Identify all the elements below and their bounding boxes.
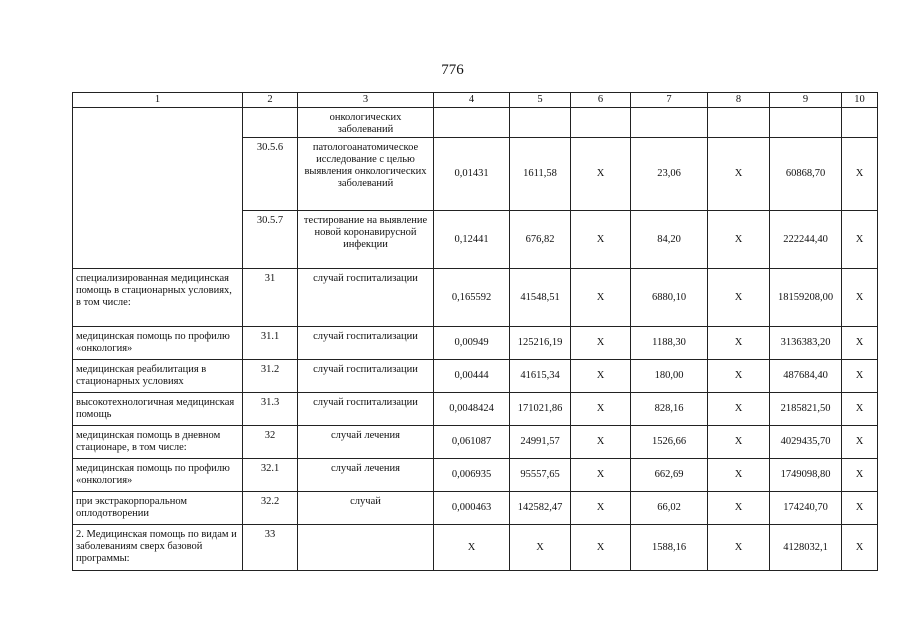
cell-col6: Х [571,459,631,492]
row-code: 32.1 [243,459,298,492]
cell-col6: Х [571,525,631,571]
column-number: 5 [510,93,571,108]
cell-col5 [510,108,571,138]
cell-col9: 60868,70 [770,138,842,211]
cell-col7: 662,69 [631,459,708,492]
row-name: специализированная медицинская помощь в стационарных условиях, в том числе: [73,269,243,327]
cell-col8 [708,108,770,138]
cell-col10 [842,108,878,138]
cell-col4: 0,061087 [434,426,510,459]
row-code: 31.3 [243,393,298,426]
row-name: медицинская помощь по профилю «онкология» [73,459,243,492]
cell-col4: 0,00949 [434,327,510,360]
table-row [73,108,878,138]
cell-col7: 1588,16 [631,525,708,571]
cell-col9: 222244,40 [770,211,842,269]
cell-col6: Х [571,327,631,360]
row-code: 32 [243,426,298,459]
cell-col10: Х [842,393,878,426]
table-row [73,459,878,492]
row-unit: случай госпитализации [298,360,434,393]
row-name: высокотехнологичная медицинская помощь [73,393,243,426]
cell-col6: Х [571,138,631,211]
cell-col6: Х [571,360,631,393]
cell-col7: 84,20 [631,211,708,269]
cell-col7: 23,06 [631,138,708,211]
page-number: 776 [441,62,464,78]
cell-col7: 828,16 [631,393,708,426]
cell-col9 [770,108,842,138]
table-row [73,525,878,571]
row-code: 32.2 [243,492,298,525]
cell-col8: Х [708,492,770,525]
row-unit: случай госпитализации [298,269,434,327]
column-number-row [73,93,878,108]
cell-col6: Х [571,426,631,459]
cell-col9: 174240,70 [770,492,842,525]
cell-col6: Х [571,269,631,327]
cell-col8: Х [708,360,770,393]
cell-col5: 142582,47 [510,492,571,525]
cell-col10: Х [842,525,878,571]
cell-col5: 95557,65 [510,459,571,492]
cell-col5: 125216,19 [510,327,571,360]
column-number: 8 [708,93,770,108]
cell-col8: Х [708,459,770,492]
cell-col7: 1188,30 [631,327,708,360]
column-number: 6 [571,93,631,108]
cell-col4: 0,000463 [434,492,510,525]
cell-col8: Х [708,525,770,571]
row-name: медицинская помощь в дневном стационаре, в том числе: [73,426,243,459]
row-code [243,108,298,138]
row-code: 30.5.7 [243,211,298,269]
cell-col5: 171021,86 [510,393,571,426]
row-code: 30.5.6 [243,138,298,211]
cell-col7: 180,00 [631,360,708,393]
cell-col9: 487684,40 [770,360,842,393]
cell-col10: Х [842,360,878,393]
cell-col8: Х [708,211,770,269]
row-name: 2. Медицинская помощь по видам и заболеваниям сверх базовой программы: [73,525,243,571]
cell-col4 [434,108,510,138]
cell-col4: 0,12441 [434,211,510,269]
row-name [73,108,243,269]
cell-col5: 24991,57 [510,426,571,459]
cell-col7: 66,02 [631,492,708,525]
cell-col9: 4128032,1 [770,525,842,571]
cell-col5: 41615,34 [510,360,571,393]
row-unit: патологоанатомическое исследование с целью выявления онкологических заболеваний [298,138,434,211]
cell-col5: 1611,58 [510,138,571,211]
cell-col9: 4029435,70 [770,426,842,459]
row-unit: случай [298,492,434,525]
cell-col5: 41548,51 [510,269,571,327]
table-row [73,360,878,393]
table-row [73,269,878,327]
cell-col7 [631,108,708,138]
cell-col8: Х [708,426,770,459]
cell-col8: Х [708,269,770,327]
column-number: 10 [842,93,878,108]
cell-col10: Х [842,211,878,269]
cell-col9: 2185821,50 [770,393,842,426]
cell-col5: Х [510,525,571,571]
cell-col10: Х [842,138,878,211]
cell-col10: Х [842,269,878,327]
cell-col4: 0,006935 [434,459,510,492]
column-number: 4 [434,93,510,108]
cell-col10: Х [842,426,878,459]
table-row [73,393,878,426]
row-unit: тестирование на выявление новой коронавирусной инфекции [298,211,434,269]
column-number: 7 [631,93,708,108]
cell-col7: 1526,66 [631,426,708,459]
cell-col4: Х [434,525,510,571]
column-number: 9 [770,93,842,108]
cell-col4: 0,00444 [434,360,510,393]
row-unit: случай лечения [298,426,434,459]
cell-col9: 1749098,80 [770,459,842,492]
cell-col9: 18159208,00 [770,269,842,327]
cell-col8: Х [708,138,770,211]
row-code: 31.1 [243,327,298,360]
cell-col10: Х [842,327,878,360]
cell-col7: 6880,10 [631,269,708,327]
row-unit: случай лечения [298,459,434,492]
cell-col6 [571,108,631,138]
row-unit: случай госпитализации [298,327,434,360]
table-row [73,426,878,459]
cell-col8: Х [708,327,770,360]
row-unit [298,525,434,571]
cell-col10: Х [842,459,878,492]
row-code: 31.2 [243,360,298,393]
cell-col4: 0,0048424 [434,393,510,426]
cell-col4: 0,01431 [434,138,510,211]
column-number: 1 [73,93,243,108]
data-table [72,92,878,571]
cell-col5: 676,82 [510,211,571,269]
cell-col4: 0,165592 [434,269,510,327]
cell-col6: Х [571,211,631,269]
row-code: 31 [243,269,298,327]
cell-col6: Х [571,492,631,525]
row-name: при экстракорпоральном оплодотворении [73,492,243,525]
table-row [73,492,878,525]
table-row [73,327,878,360]
column-number: 2 [243,93,298,108]
row-code: 33 [243,525,298,571]
cell-col8: Х [708,393,770,426]
cell-col9: 3136383,20 [770,327,842,360]
row-name: медицинская реабилитация в стационарных условиях [73,360,243,393]
cell-col10: Х [842,492,878,525]
cell-col6: Х [571,393,631,426]
column-number: 3 [298,93,434,108]
row-unit: онкологических заболеваний [298,108,434,138]
row-unit: случай госпитализации [298,393,434,426]
row-name: медицинская помощь по профилю «онкология» [73,327,243,360]
